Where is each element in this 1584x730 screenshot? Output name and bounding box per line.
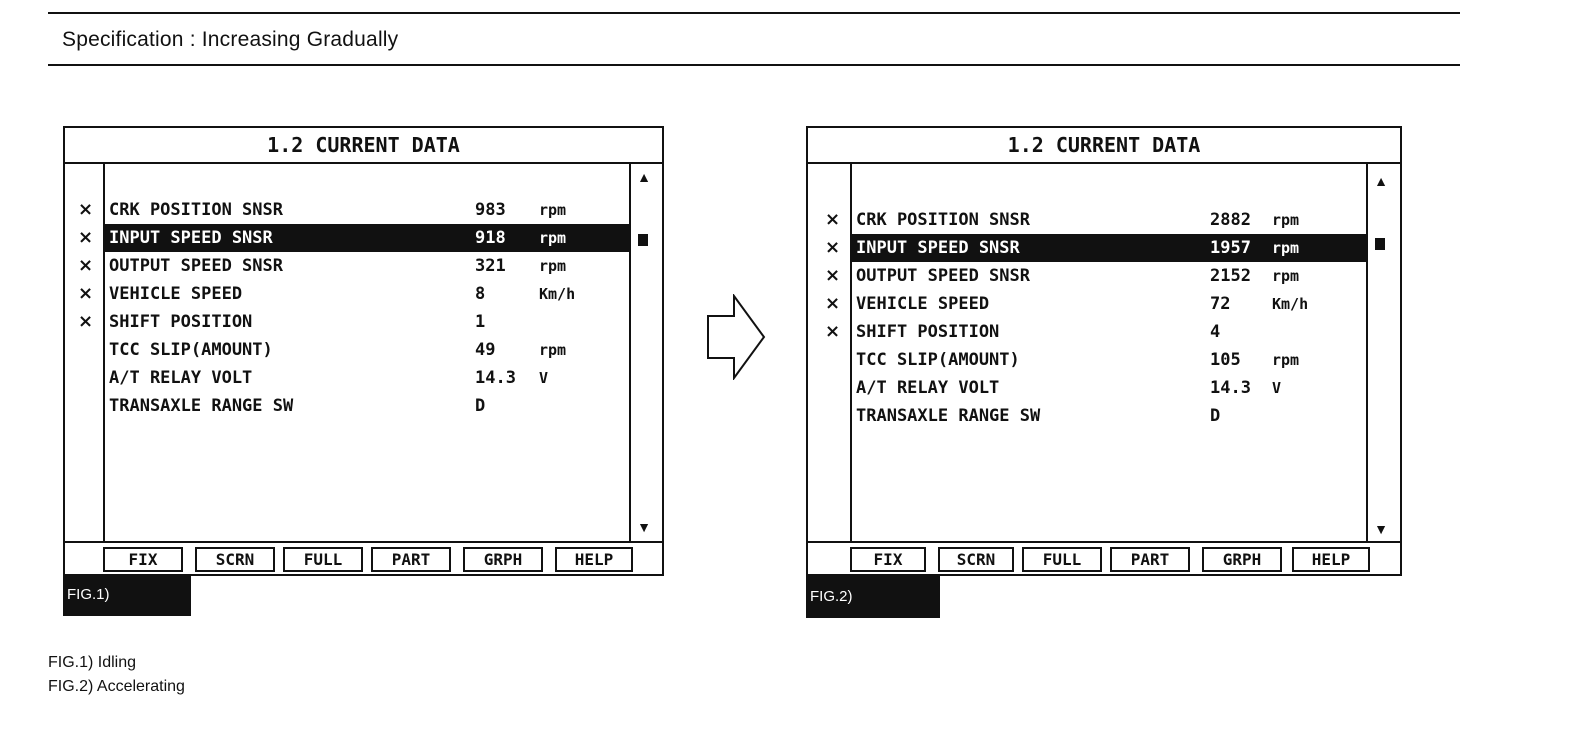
part-button[interactable]: PART	[1110, 547, 1190, 572]
function-key-bar	[850, 545, 1370, 575]
fix-button[interactable]: FIX	[103, 547, 183, 572]
monitor-star-icon: ×	[825, 237, 841, 258]
spec-underline	[48, 64, 1460, 66]
scanner-screen-fig2	[806, 126, 1402, 576]
screen-title: 1.2 CURRENT DATA	[808, 128, 1400, 164]
full-button[interactable]: FULL	[283, 547, 363, 572]
data-row-relay-volt[interactable]: A/T RELAY VOLT 14.3 V	[856, 378, 1282, 398]
monitor-star-icon: ×	[825, 209, 841, 230]
scroll-thumb[interactable]	[1375, 238, 1385, 250]
monitor-star-icon: ×	[825, 321, 841, 342]
data-row-tcc-slip[interactable]: TCC SLIP(AMOUNT) 105 rpm	[856, 350, 1300, 370]
screen-title: 1.2 CURRENT DATA	[65, 128, 662, 164]
help-button[interactable]: HELP	[555, 547, 633, 572]
scroll-thumb[interactable]	[638, 234, 648, 246]
caption-fig1: FIG.1) Idling	[48, 654, 137, 671]
top-rule	[48, 12, 1460, 14]
scrn-button[interactable]: SCRN	[195, 547, 275, 572]
data-row-crk[interactable]: CRK POSITION SNSR 2882 rpm	[856, 210, 1300, 230]
data-row-output[interactable]: OUTPUT SPEED SNSR 2152 rpm	[856, 266, 1300, 286]
scroll-up-icon[interactable]: ▲	[637, 169, 651, 185]
part-button[interactable]: PART	[371, 547, 451, 572]
specification-text: Specification : Increasing Gradually	[62, 28, 399, 51]
caption-fig2: FIG.2) Accelerating	[48, 678, 185, 695]
scroll-down-icon[interactable]: ▼	[1374, 521, 1388, 537]
grph-button[interactable]: GRPH	[463, 547, 543, 572]
fig1-label: FIG.1)	[63, 574, 191, 616]
data-row-shift-position[interactable]: SHIFT POSITION 1	[109, 312, 486, 332]
monitor-star-icon: ×	[78, 227, 94, 248]
full-button[interactable]: FULL	[1022, 547, 1102, 572]
data-row-input-selected[interactable]: INPUT SPEED SNSR 1957 rpm	[852, 234, 1366, 262]
fix-button[interactable]: FIX	[850, 547, 926, 572]
monitor-star-icon: ×	[78, 199, 94, 220]
function-key-bar	[103, 545, 633, 575]
data-row-shift-position[interactable]: SHIFT POSITION 4	[856, 322, 1221, 342]
monitor-star-icon: ×	[78, 311, 94, 332]
data-row-vehicle-speed[interactable]: VEHICLE SPEED 8 Km/h	[109, 284, 576, 304]
data-row-tcc-slip[interactable]: TCC SLIP(AMOUNT) 49 rpm	[109, 340, 567, 360]
monitor-star-icon: ×	[825, 293, 841, 314]
data-row-range-sw[interactable]: TRANSAXLE RANGE SW D	[109, 396, 486, 416]
grph-button[interactable]: GRPH	[1202, 547, 1282, 572]
help-button[interactable]: HELP	[1292, 547, 1370, 572]
data-row-crk[interactable]: CRK POSITION SNSR 983 rpm	[109, 200, 567, 220]
fig2-label: FIG.2)	[806, 576, 940, 618]
monitor-star-icon: ×	[78, 283, 94, 304]
data-row-relay-volt[interactable]: A/T RELAY VOLT 14.3 V	[109, 368, 549, 388]
scroll-up-icon[interactable]: ▲	[1374, 173, 1388, 189]
data-row-input-selected[interactable]: INPUT SPEED SNSR 918 rpm	[105, 224, 629, 252]
scanner-screen-fig1	[63, 126, 664, 576]
data-row-range-sw[interactable]: TRANSAXLE RANGE SW D	[856, 406, 1221, 426]
monitor-star-icon: ×	[78, 255, 94, 276]
monitor-star-icon: ×	[825, 265, 841, 286]
data-row-vehicle-speed[interactable]: VEHICLE SPEED 72 Km/h	[856, 294, 1309, 314]
arrow-right-icon	[706, 294, 768, 380]
scroll-down-icon[interactable]: ▼	[637, 519, 651, 535]
data-row-output[interactable]: OUTPUT SPEED SNSR 321 rpm	[109, 256, 567, 276]
scrn-button[interactable]: SCRN	[938, 547, 1014, 572]
